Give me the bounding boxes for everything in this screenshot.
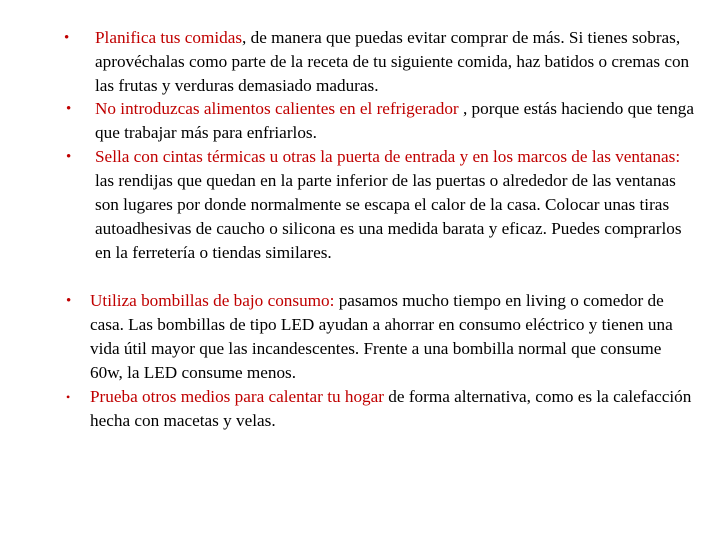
item-highlight: No introduzcas alimentos calientes en el refrigerador bbox=[95, 99, 459, 118]
bullet-icon: • bbox=[66, 390, 71, 404]
bullet-icon: • bbox=[66, 293, 72, 309]
list-item bbox=[64, 26, 695, 98]
item-text: , porque estás haciendo que tenga que trabajar más para enfriarlos. bbox=[95, 99, 694, 142]
item-text: pasamos mucho tiempo en living o comedor de casa. Las bombillas de tipo LED ayudan a ahorrar en consumo eléctrico y tienen una vida útil mayor que las incandescentes. Frente a una bombilla normal que consume 60w, la LED consume menos. bbox=[90, 291, 673, 382]
item-highlight: Utiliza bombillas de bajo consumo: bbox=[90, 291, 335, 310]
list-item bbox=[66, 385, 695, 433]
item-highlight: Sella con cintas térmicas u otras la puerta de entrada y en los marcos de las ventanas: bbox=[95, 147, 681, 166]
bullet-icon: • bbox=[66, 149, 72, 165]
item-highlight: Planifica tus comidas bbox=[95, 28, 243, 47]
item-text: las rendijas que quedan en la parte inferior de las puertas o alrededor de las ventanas son lugares por donde normalmente se escapa el calor de la casa. Colocar unas tiras autoadhesivas de caucho o silicona es una medida barata y eficaz. Puedes comprarlos en la ferretería o tiendas similares. bbox=[95, 171, 682, 262]
item-text: de forma alternativa, como es la calefacción hecha con macetas y velas. bbox=[90, 387, 692, 430]
item-highlight: Prueba otros medios para calentar tu hogar bbox=[90, 387, 384, 406]
bullet-icon: • bbox=[64, 30, 70, 46]
list-item bbox=[66, 289, 695, 385]
list-item bbox=[66, 97, 695, 145]
bullet-icon: • bbox=[66, 101, 72, 117]
list-item bbox=[66, 145, 695, 265]
item-text: , de manera que puedas evitar comprar de más. Si tienes sobras, aprovéchalas como parte de la receta de tu siguiente comida, haz batidos o cremas con las frutas y verduras demasiado maduras. bbox=[95, 28, 690, 95]
